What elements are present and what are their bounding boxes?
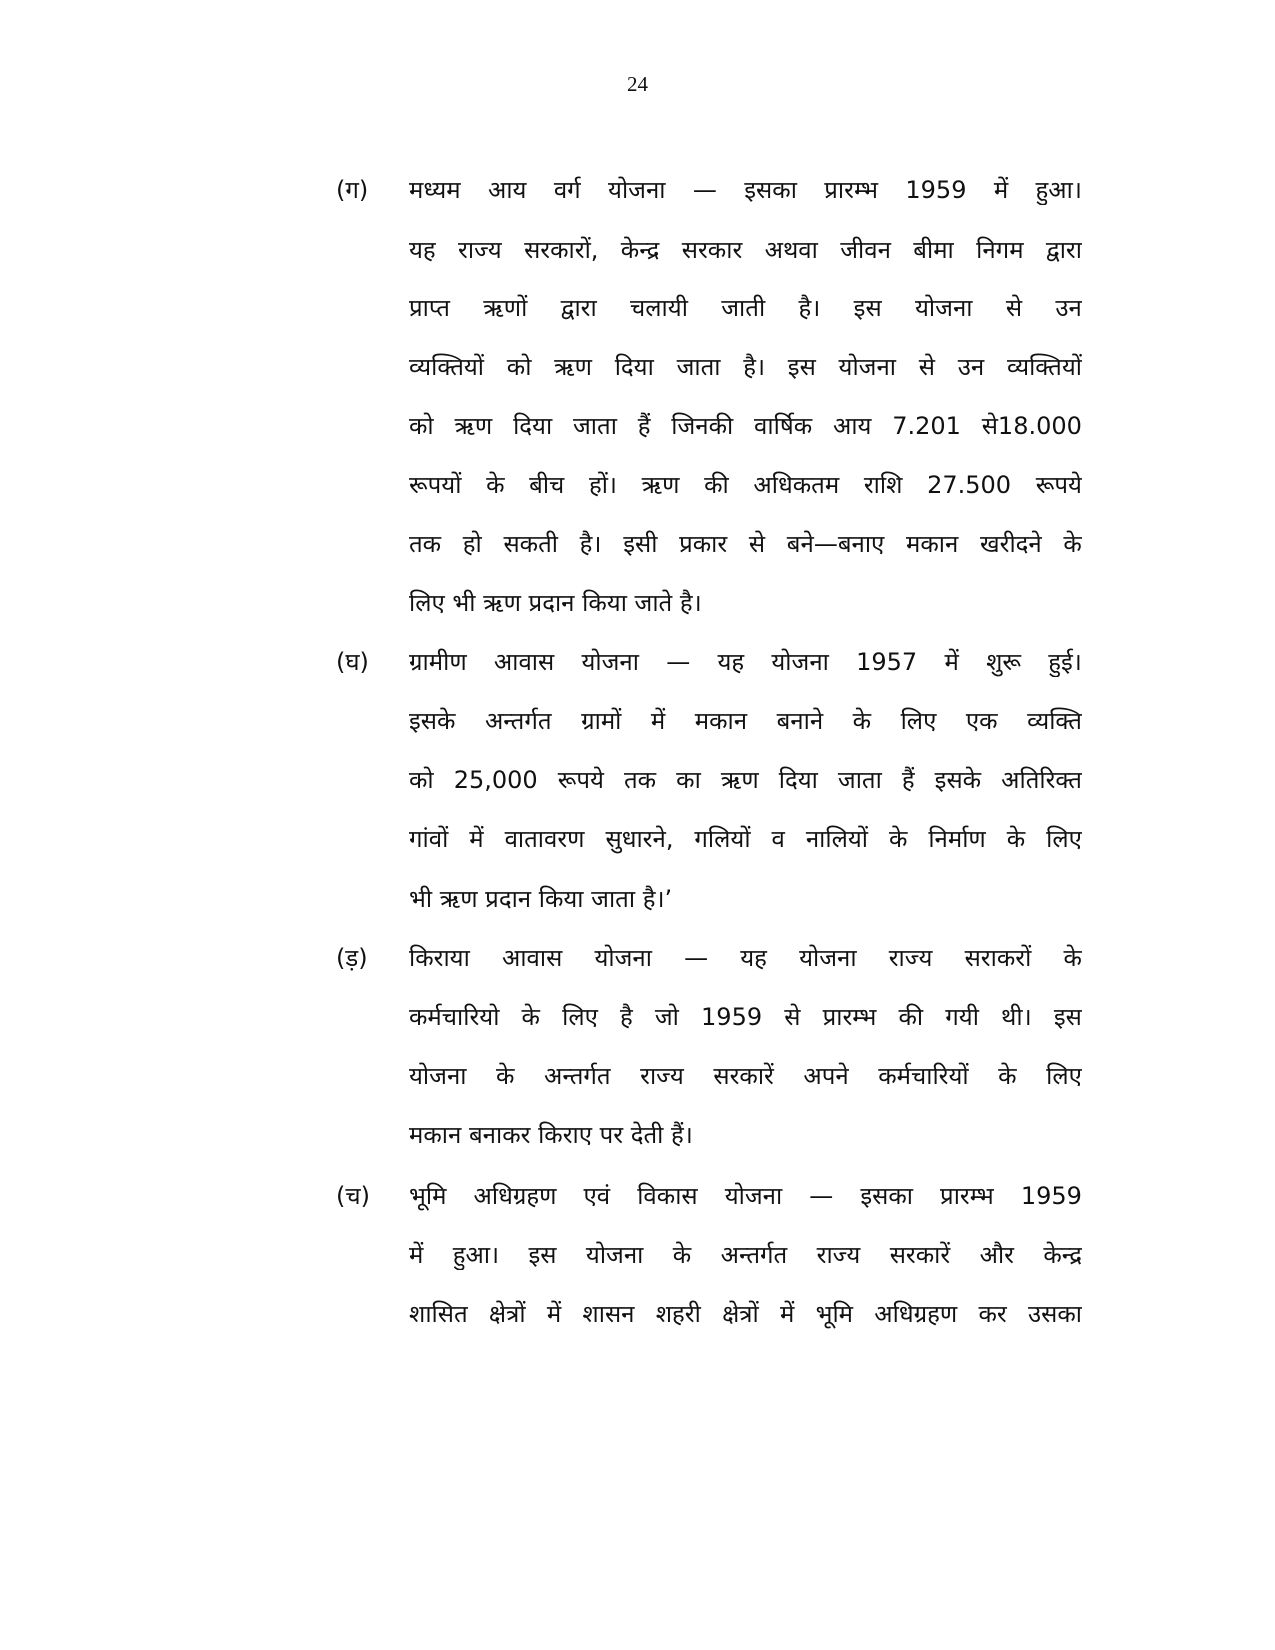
text-line: कर्मचारियो के लिए है जो 1959 से प्रारम्भ की गयी थी। इस: [409, 1003, 1082, 1031]
text-line: को ऋण दिया जाता हैं जिनकी वार्षिक आय 7.201 से18.000: [409, 412, 1082, 440]
section-label: (ड़): [336, 944, 368, 972]
text-line: किराया आवास योजना — यह योजना राज्य सराकरों के: [409, 944, 1082, 972]
text-line: मकान बनाकर किराए पर देती हैं।: [409, 1121, 693, 1149]
section-label: (च): [336, 1182, 370, 1210]
text-line: यह राज्य सरकारों, केन्द्र सरकार अथवा जीवन बीमा निगम द्वारा: [409, 236, 1082, 264]
text-line: योजना के अन्तर्गत राज्य सरकारें अपने कर्मचारियों के लिए: [409, 1062, 1082, 1090]
section-label: (घ): [336, 648, 369, 676]
text-line: भी ऋण प्रदान किया जाता है।’: [409, 885, 673, 913]
text-line: में हुआ। इस योजना के अन्तर्गत राज्य सरकारें और केन्द्र: [409, 1241, 1082, 1269]
page-number: 24: [627, 72, 648, 96]
text-line: इसके अन्तर्गत ग्रामों में मकान बनाने के लिए एक व्यक्ति: [409, 707, 1082, 735]
text-line: भूमि अधिग्रहण एवं विकास योजना — इसका प्रारम्भ 1959: [409, 1182, 1082, 1210]
text-line: लिए भी ऋण प्रदान किया जाते है।: [409, 589, 702, 617]
text-line: रूपयों के बीच हों। ऋण की अधिकतम राशि 27.500 रूपये: [409, 471, 1082, 499]
text-line: व्यक्तियों को ऋण दिया जाता है। इस योजना से उन व्यक्तियों: [409, 353, 1082, 381]
section-label: (ग): [336, 176, 369, 204]
text-line: मध्यम आय वर्ग योजना — इसका प्रारम्भ 1959 में हुआ।: [409, 176, 1082, 204]
text-line: ग्रामीण आवास योजना — यह योजना 1957 में शुरू हुई।: [409, 648, 1082, 676]
text-line: प्राप्त ऋणों द्वारा चलायी जाती है। इस योजना से उन: [409, 294, 1082, 322]
text-line: को 25,000 रूपये तक का ऋण दिया जाता हैं इसके अतिरिक्त: [409, 766, 1082, 794]
text-line: गांवों में वातावरण सुधारने, गलियों व नालियों के निर्माण के लिए: [409, 825, 1082, 853]
text-line: तक हो सकती है। इसी प्रकार से बने—बनाए मकान खरीदने के: [409, 530, 1082, 558]
text-line: शासित क्षेत्रों में शासन शहरी क्षेत्रों में भूमि अधिग्रहण कर उसका: [409, 1300, 1082, 1328]
